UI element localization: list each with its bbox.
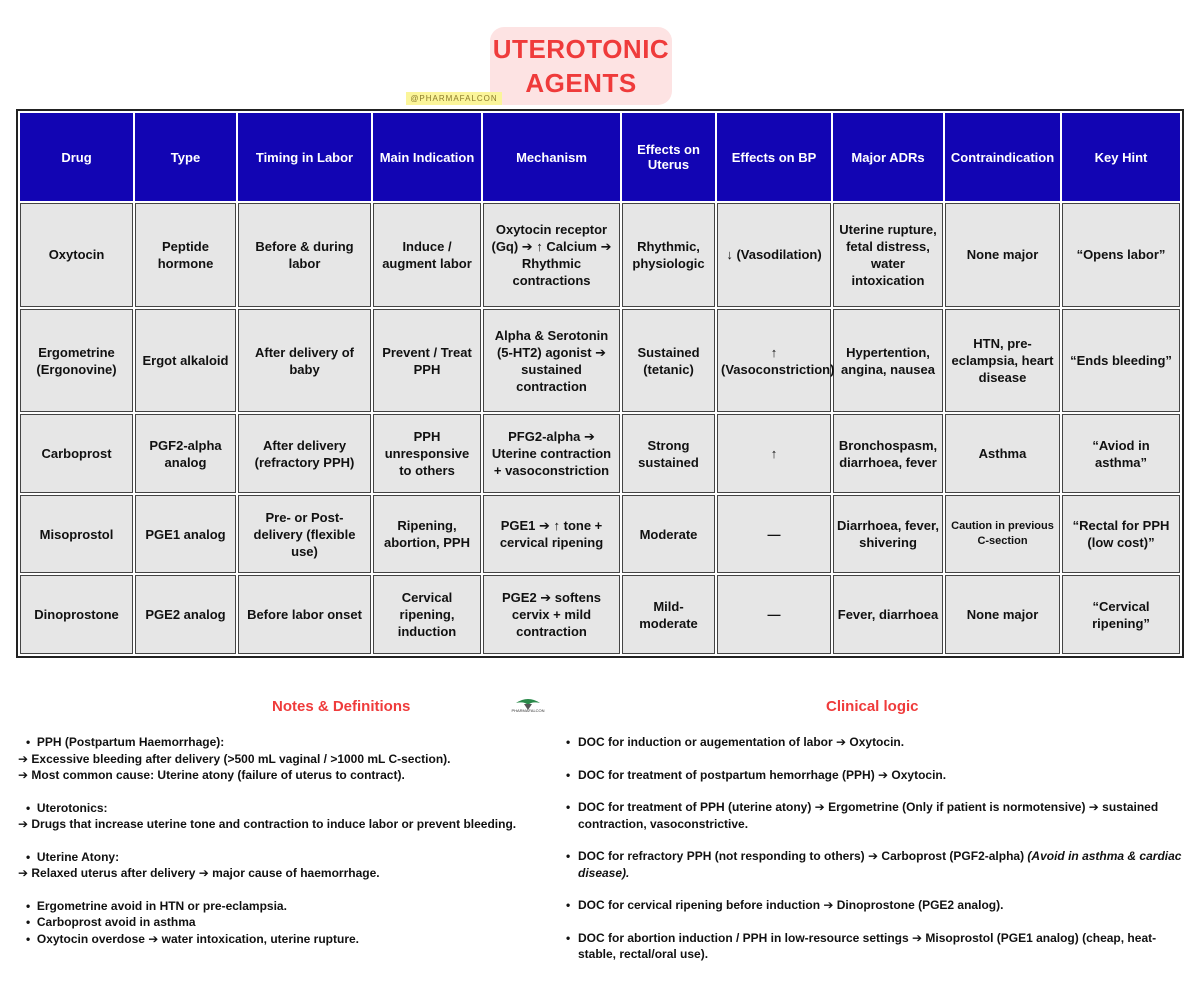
note-bullet: • Carboprost avoid in asthma — [26, 915, 196, 929]
title-line-1: UTEROTONIC — [492, 34, 670, 64]
cell-mechanism: Alpha & Serotonin (5-HT2) agonist ➔ sustained contraction — [483, 309, 620, 413]
cell-indication: Ripening, abortion, PPH — [373, 495, 481, 574]
cell-contraindication: None major — [945, 203, 1060, 307]
cell-drug: Oxytocin — [20, 203, 133, 307]
cell-bp-effects: — — [717, 495, 831, 574]
cell-bp-effects: ↓ (Vasodilation) — [717, 203, 831, 307]
cell-indication: Prevent / Treat PPH — [373, 309, 481, 413]
cell-uterus-effects: Strong sustained — [622, 414, 715, 493]
cell-key-hint: “Ends bleeding” — [1062, 309, 1180, 413]
cell-adrs: Uterine rupture, fetal distress, water intoxication — [833, 203, 943, 307]
cell-indication: Cervical ripening, induction — [373, 575, 481, 654]
cell-drug: Ergometrine (Ergonovine) — [20, 309, 133, 413]
cell-type: PGE2 analog — [135, 575, 236, 654]
cell-timing: After delivery of baby — [238, 309, 371, 413]
table-row — [20, 575, 1180, 654]
cell-indication: PPH unresponsive to others — [373, 414, 481, 493]
cell-drug: Misoprostol — [20, 495, 133, 574]
table-row — [20, 414, 1180, 493]
cell-drug: Carboprost — [20, 414, 133, 493]
cell-timing: Before labor onset — [238, 575, 371, 654]
note-uterotonics-line: ➔ Drugs that increase uterine tone and contraction to induce labor or prevent bleeding. — [18, 817, 517, 831]
cell-adrs: Diarrhoea, fever, shivering — [833, 495, 943, 574]
cell-adrs: Bronchospasm, diarrhoea, fever — [833, 414, 943, 493]
clinical-item-caution: (Avoid in asthma & cardiac disease). — [578, 849, 1182, 880]
clinical-heading: Clinical logic — [826, 698, 919, 715]
cell-contraindication: HTN, pre-eclampsia, heart disease — [945, 309, 1060, 413]
cell-bp-effects: ↑ — [717, 414, 831, 493]
clinical-section — [566, 734, 1182, 979]
note-bullet: • Oxytocin overdose ➔ water intoxication, uterine rupture. — [26, 931, 359, 946]
cell-mechanism: PGE1 ➔ ↑ tone + cervical ripening — [483, 495, 620, 574]
note-uterotonics-title: • Uterotonics: — [26, 800, 108, 815]
header-contraindication: Contraindication — [945, 113, 1060, 201]
header-key-hint: Key Hint — [1062, 113, 1180, 201]
note-pph-title: • PPH (Postpartum Haemorrhage): — [26, 735, 225, 749]
cell-type: PGE1 analog — [135, 495, 236, 574]
clinical-item: • DOC for refractory PPH (not responding to others) ➔ Carboprost (PGF2-alpha) (Avoid in asthma & cardiac disease). — [566, 848, 1182, 881]
uterotonic-table — [16, 109, 1184, 658]
notes-heading: Notes & Definitions — [272, 698, 411, 715]
cell-contraindication: Caution in previous C-section — [945, 495, 1060, 574]
note-bullet: • Ergometrine avoid in HTN or pre-eclampsia. — [26, 898, 287, 913]
pharmafalcon-logo — [508, 697, 548, 719]
cell-key-hint: “Rectal for PPH (low cost)” — [1062, 495, 1180, 574]
header-timing: Timing in Labor — [238, 113, 371, 201]
table-header-row — [20, 113, 1180, 201]
notes-section — [18, 734, 558, 947]
cell-key-hint: “Opens labor” — [1062, 203, 1180, 307]
note-atony-line: ➔ Relaxed uterus after delivery ➔ major cause of haemorrhage. — [18, 866, 380, 880]
header-adrs: Major ADRs — [833, 113, 943, 201]
cell-uterus-effects: Mild-moderate — [622, 575, 715, 654]
cell-adrs: Fever, diarrhoea — [833, 575, 943, 654]
clinical-item: • DOC for treatment of PPH (uterine atony) ➔ Ergometrine (Only if patient is normotensive) ➔ sustained contraction, vasoconstrictive. — [566, 799, 1182, 832]
cell-timing: Pre- or Post-delivery (flexible use) — [238, 495, 371, 574]
cell-bp-effects: ↑ (Vasoconstriction) — [717, 309, 831, 413]
cell-timing: After delivery (refractory PPH) — [238, 414, 371, 493]
cell-contraindication: None major — [945, 575, 1060, 654]
note-pph-line2: ➔ Most common cause: Uterine atony (failure of uterus to contract). — [18, 768, 405, 782]
table-row — [20, 495, 1180, 574]
clinical-item: • DOC for induction or augementation of labor ➔ Oxytocin. — [566, 734, 1182, 751]
cell-mechanism: PFG2-alpha ➔ Uterine contraction + vasoconstriction — [483, 414, 620, 493]
note-pph-line1: ➔ Excessive bleeding after delivery (>500 mL vaginal / >1000 mL C-section). — [18, 751, 451, 766]
header-mechanism: Mechanism — [483, 113, 620, 201]
header-type: Type — [135, 113, 236, 201]
cell-contraindication: Asthma — [945, 414, 1060, 493]
header-bp-effects: Effects on BP — [717, 113, 831, 201]
table-row — [20, 309, 1180, 413]
cell-uterus-effects: Rhythmic, physiologic — [622, 203, 715, 307]
cell-timing: Before & during labor — [238, 203, 371, 307]
cell-drug: Dinoprostone — [20, 575, 133, 654]
table-row — [20, 203, 1180, 307]
cell-type: Peptide hormone — [135, 203, 236, 307]
cell-adrs: Hypertention, angina, nausea — [833, 309, 943, 413]
clinical-item: • DOC for treatment of postpartum hemorrhage (PPH) ➔ Oxytocin. — [566, 767, 1182, 784]
author-handle: @PHARMAFALCON — [406, 92, 502, 105]
page-title — [490, 27, 672, 105]
cell-mechanism: Oxytocin receptor (Gq) ➔ ↑ Calcium ➔ Rhythmic contractions — [483, 203, 620, 307]
header-drug: Drug — [20, 113, 133, 201]
cell-type: PGF2-alpha analog — [135, 414, 236, 493]
cell-uterus-effects: Sustained (tetanic) — [622, 309, 715, 413]
note-atony-title: • Uterine Atony: — [26, 849, 120, 864]
clinical-item: • DOC for abortion induction / PPH in low-resource settings ➔ Misoprostol (PGE1 analog) (cheap, heat-stable, rectal/oral use). — [566, 930, 1182, 963]
title-line-2: AGENTS — [525, 68, 637, 98]
cell-mechanism: PGE2 ➔ softens cervix + mild contraction — [483, 575, 620, 654]
cell-type: Ergot alkaloid — [135, 309, 236, 413]
cell-bp-effects: — — [717, 575, 831, 654]
cell-key-hint: “Aviod in asthma” — [1062, 414, 1180, 493]
cell-uterus-effects: Moderate — [622, 495, 715, 574]
clinical-item: • DOC for cervical ripening before induction ➔ Dinoprostone (PGE2 analog). — [566, 897, 1182, 914]
header-indication: Main Indication — [373, 113, 481, 201]
cell-indication: Induce / augment labor — [373, 203, 481, 307]
header-uterus-effects: Effects on Uterus — [622, 113, 715, 201]
logo-text: PHARMAFALCON — [511, 708, 545, 713]
cell-key-hint: “Cervical ripening” — [1062, 575, 1180, 654]
